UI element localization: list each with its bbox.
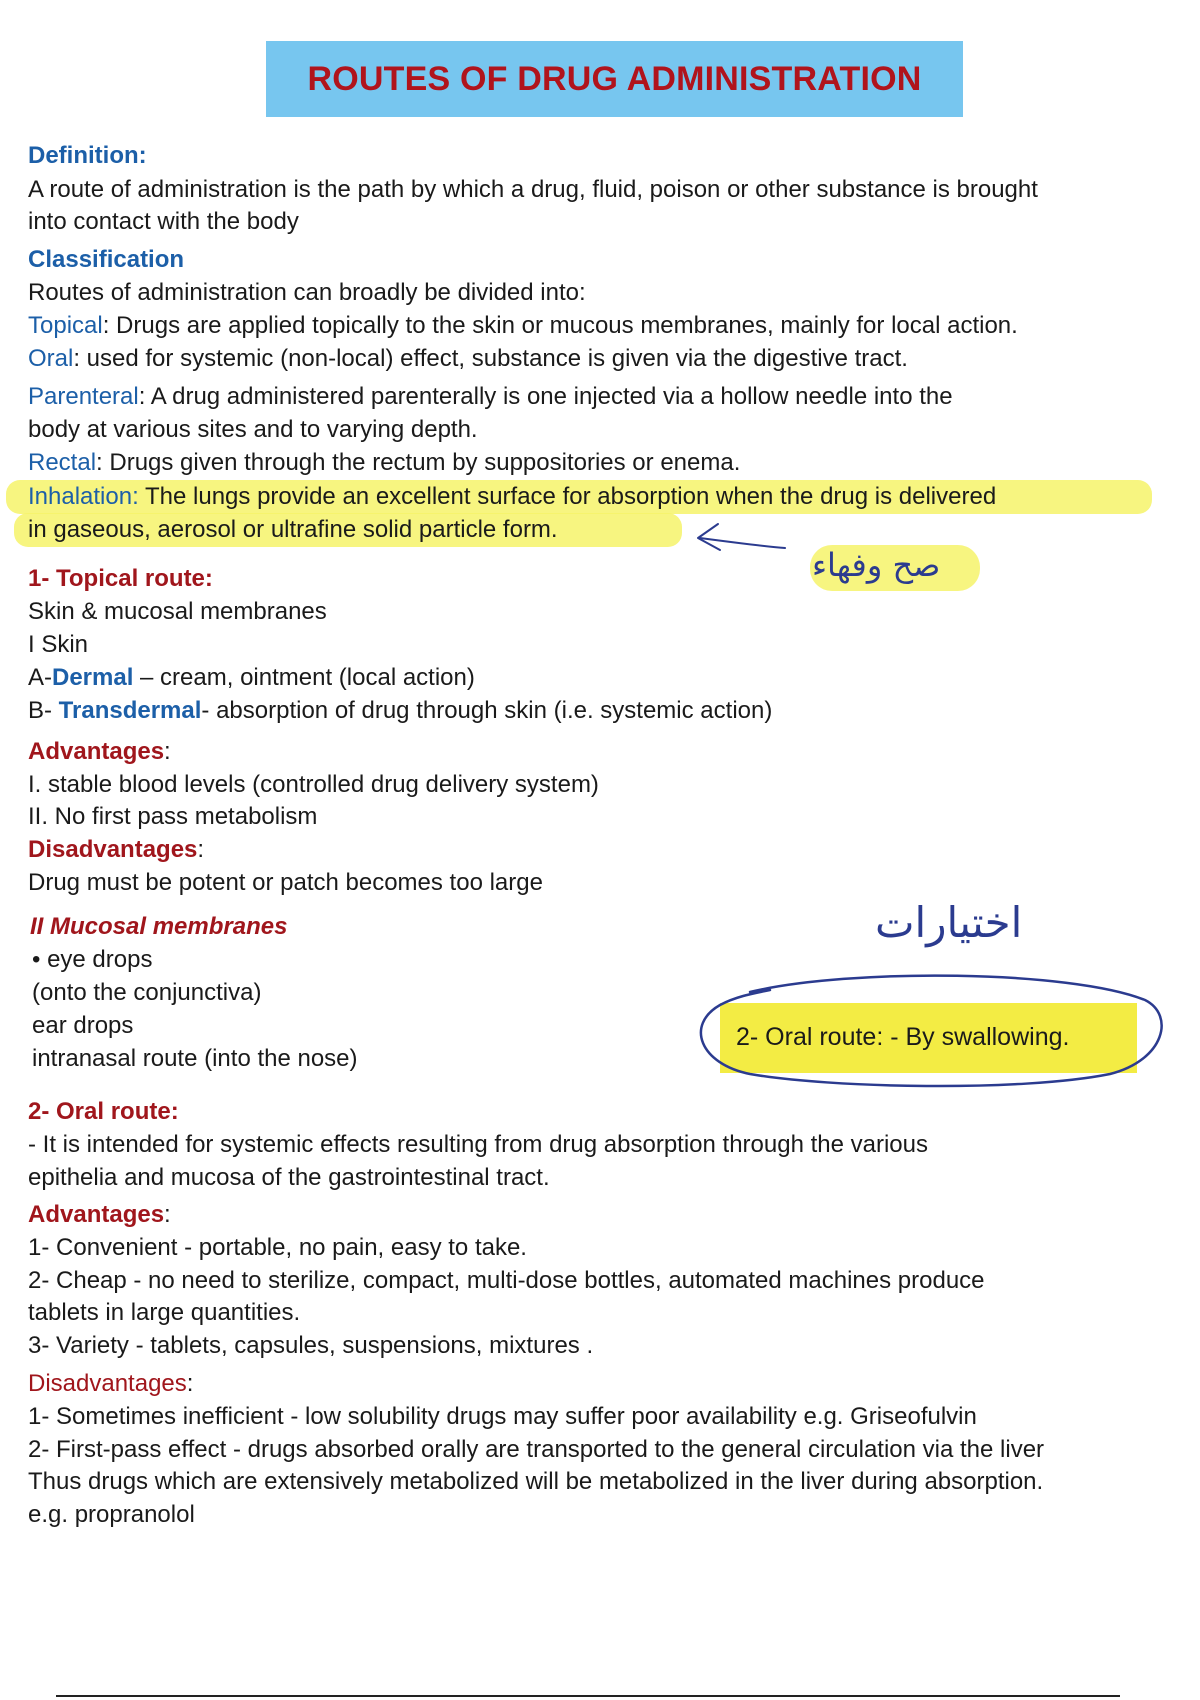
classification-heading: Classification [28,246,185,273]
transdermal-text: - absorption of drug through skin (i.e. systemic action) [201,697,773,724]
classification-inhalation-2: in gaseous, aerosol or ultrafine solid particle form. [28,516,558,543]
topical-dis-colon: : [197,836,205,863]
classification-oral [28,344,908,374]
mucosal-item-2: (onto the conjunctiva) [32,979,262,1006]
oral-adv-3: 3- Variety - tablets, capsules, suspensions, mixtures . [28,1332,594,1359]
arabic-note-2: اختيارات [875,898,1023,947]
topical-adv-label: Advantages [28,738,165,765]
page-title: ROUTES OF DRUG ADMINISTRATION [307,59,922,98]
dermal-prefix: A- [28,664,52,691]
mucosal-item-4: intranasal route (into the nose) [32,1045,358,1072]
oral-dis-1: 1- Sometimes inefficient - low solubility drugs may suffer poor availability e.g. Griseofulvin [28,1403,977,1430]
inhalation-text-1: The lungs provide an excellent surface for absorption when the drug is delivered [138,483,997,510]
topical-dis-1: Drug must be potent or patch becomes too large [28,869,543,896]
oral-dis-colon: : [186,1370,194,1397]
oral-dis-2b: Thus drugs which are extensively metabolized will be metabolized in the liver during absorption. [28,1468,1044,1495]
topical-transdermal [28,696,772,726]
oral-adv-2b: tablets in large quantities. [28,1299,301,1326]
rectal-text: : Drugs given through the rectum by suppositories or enema. [96,449,741,476]
rectal-label: Rectal [28,449,97,476]
oral-dis-label: Disadvantages [28,1370,187,1397]
topical-adv-2: II. No first pass metabolism [28,803,318,830]
oral-dis-2a: 2- First-pass effect - drugs absorbed orally are transported to the general circulation via the liver [28,1436,1045,1463]
mucosal-heading: II Mucosal membranes [30,913,288,940]
oral-line-1: - It is intended for systemic effects resulting from drug absorption through the various [28,1131,928,1158]
footer-divider [56,1695,1120,1697]
oral-adv-1: 1- Convenient - portable, no pain, easy to take. [28,1234,527,1261]
handwritten-ellipse-icon [690,970,1170,1088]
oral-dis-2c: e.g. propranolol [28,1501,195,1528]
topical-line-2: I Skin [28,631,89,658]
oral-disadvantages-heading [28,1369,193,1399]
transdermal-prefix: B- [28,697,59,724]
topical-route-heading: 1- Topical route: [28,565,213,592]
mucosal-item-1: • eye drops [32,946,153,973]
topical-label: Topical [28,312,103,339]
topical-dermal [28,663,475,693]
topical-adv-colon: : [164,738,171,765]
classification-inhalation [28,482,996,512]
parenteral-text-1: : A drug administered parenterally is one injected via a hollow needle into the [138,383,953,410]
mucosal-item-3: ear drops [32,1012,134,1039]
oral-label: Oral [28,345,74,372]
inhalation-label: Inhalation: [28,483,139,510]
classification-topical [28,311,1018,341]
oral-route-heading: 2- Oral route: [28,1098,179,1125]
topical-adv-1: I. stable blood levels (controlled drug delivery system) [28,771,599,798]
topical-advantages-heading [28,737,171,767]
oral-adv-label: Advantages [28,1201,165,1228]
page-title-box [266,41,963,117]
handwritten-arrow-icon [690,518,790,558]
topical-line-1: Skin & mucosal membranes [28,598,327,625]
definition-heading: Definition: [28,142,147,169]
dermal-text: – cream, ointment (local action) [133,664,475,691]
definition-line-2: into contact with the body [28,208,299,235]
topical-disadvantages-heading [28,835,204,865]
oral-route-callout-text: 2- Oral route: - By swallowing. [736,1023,1070,1051]
dermal-label: Dermal [52,664,134,691]
topical-text: : Drugs are applied topically to the skin or mucous membranes, mainly for local action. [102,312,1018,339]
parenteral-label: Parenteral [28,383,139,410]
classification-parenteral-2: body at various sites and to varying depth. [28,416,478,443]
oral-adv-2a: 2- Cheap - no need to sterilize, compact, multi-dose bottles, automated machines produce [28,1267,985,1294]
definition-line-1: A route of administration is the path by which a drug, fluid, poison or other substance is brought [28,176,1038,203]
oral-advantages-heading [28,1200,171,1230]
topical-dis-label: Disadvantages [28,836,198,863]
oral-line-2: epithelia and mucosa of the gastrointestinal tract. [28,1164,550,1191]
oral-adv-colon: : [164,1201,171,1228]
classification-parenteral [28,382,953,412]
arabic-note-1: صح وفهاء [812,546,941,584]
transdermal-label: Transdermal [58,697,202,724]
oral-text: : used for systemic (non-local) effect, substance is given via the digestive tract. [73,345,908,372]
classification-intro: Routes of administration can broadly be divided into: [28,279,586,306]
classification-rectal [28,448,740,478]
